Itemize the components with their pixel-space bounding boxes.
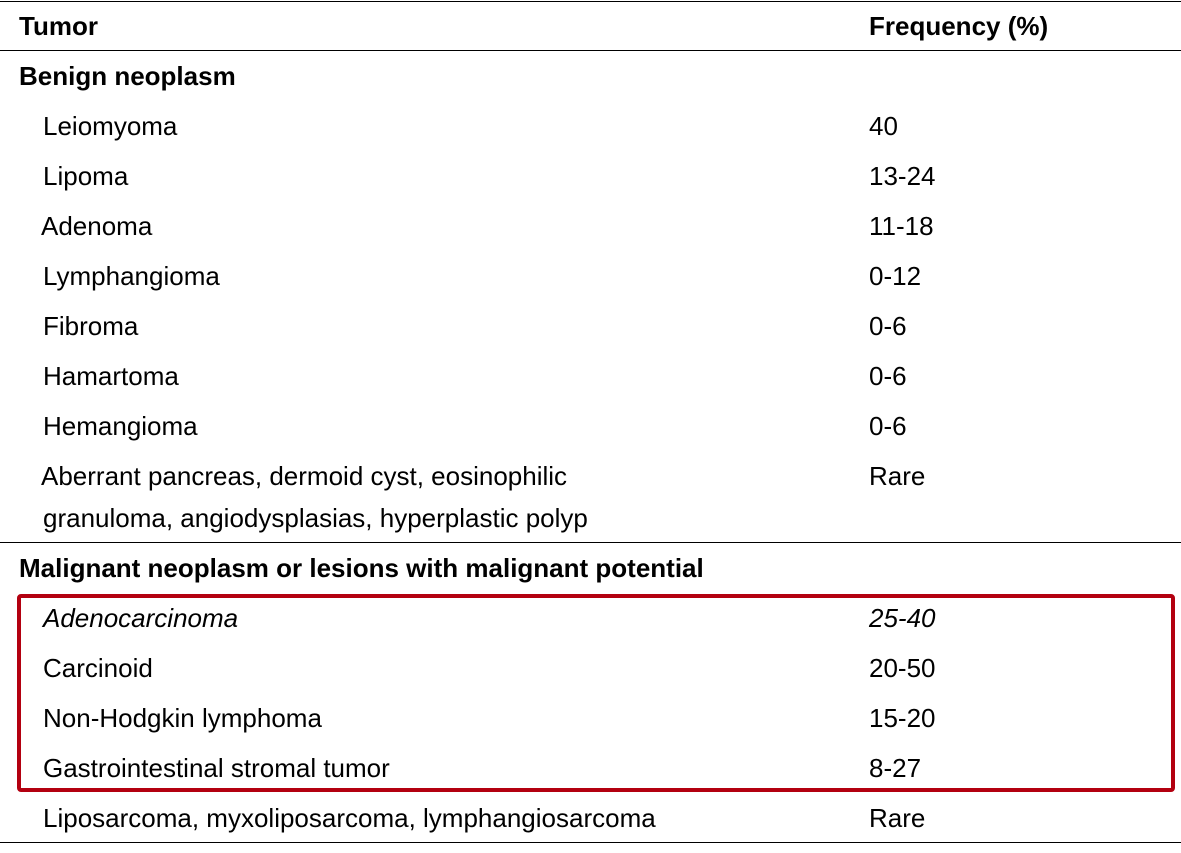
benign-row-7-tumor: Hemangioma: [43, 411, 198, 441]
benign-row-4-frequency: 0-12: [869, 261, 922, 291]
benign-row-4-tumor: Lymphangioma: [43, 261, 220, 291]
benign-row-5-frequency: 0-6: [869, 311, 907, 341]
benign-row-3-tumor: Adenoma: [41, 211, 153, 241]
benign-row-2-frequency: 13-24: [869, 161, 936, 191]
section-title-benign: Benign neoplasm: [19, 61, 236, 91]
malignant-row-2-tumor: Carcinoid: [43, 653, 153, 683]
malignant-row-4-tumor: Gastrointestinal stromal tumor: [43, 753, 390, 783]
header-frequency: Frequency (%): [869, 11, 1049, 41]
malignant-row-1-tumor: Adenocarcinoma: [43, 603, 239, 633]
benign-row-2-tumor: Lipoma: [43, 161, 129, 191]
header-tumor: Tumor: [19, 11, 98, 41]
benign-row-6-tumor: Hamartoma: [43, 361, 179, 391]
malignant-row-2-frequency: 20-50: [869, 653, 936, 683]
benign-row-1-tumor: Leiomyoma: [43, 111, 178, 141]
bottom-rule: [0, 842, 1181, 843]
malignant-row-3-frequency: 15-20: [869, 703, 936, 733]
malignant-row-1-frequency: 25-40: [869, 603, 936, 633]
section-divider-rule: [0, 542, 1181, 543]
malignant-row-5-tumor: Liposarcoma, myxoliposarcoma, lymphangiosarcoma: [43, 803, 656, 833]
malignant-row-5-frequency: Rare: [869, 803, 926, 833]
malignant-row-3-tumor: Non-Hodgkin lymphoma: [43, 703, 322, 733]
benign-row-7-frequency: 0-6: [869, 411, 907, 441]
top-rule: [0, 1, 1181, 2]
header-rule: [0, 50, 1181, 51]
benign-row-8-tumor-line2: granuloma, angiodysplasias, hyperplastic polyp: [43, 503, 588, 533]
benign-row-6-frequency: 0-6: [869, 361, 907, 391]
benign-row-8-tumor-line1: Aberrant pancreas, dermoid cyst, eosinophilic: [41, 461, 568, 491]
benign-row-8-frequency: Rare: [869, 461, 926, 491]
section-title-malignant: Malignant neoplasm or lesions with malignant potential: [19, 553, 704, 583]
benign-row-5-tumor: Fibroma: [43, 311, 139, 341]
benign-row-3-frequency: 11-18: [869, 211, 934, 241]
malignant-row-4-frequency: 8-27: [869, 753, 922, 783]
benign-row-1-frequency: 40: [869, 111, 898, 141]
